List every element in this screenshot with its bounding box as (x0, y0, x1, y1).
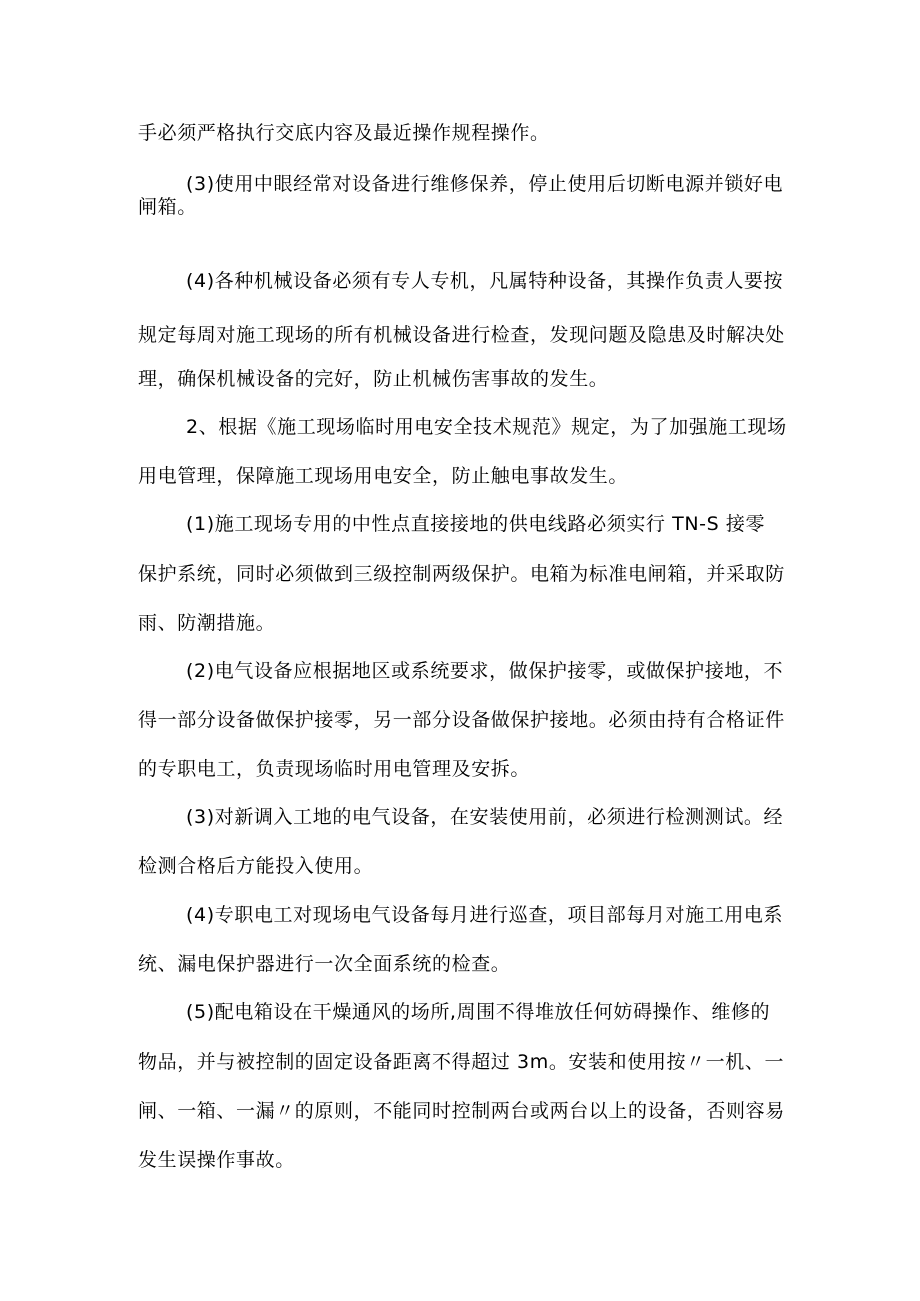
text-line: (1)施工现场专用的中性点直接接地的供电线路必须实行 TN-S 接零 (186, 513, 766, 535)
text-line: (3)使用中眼经常对设备进行维修保养，停止使用后切断电源并锁好电 (186, 173, 784, 195)
text-line: 手必须严格执行交底内容及最近操作规程操作。 (138, 122, 550, 144)
text-line: 检测合格后方能投入使用。 (138, 855, 374, 877)
text-line: 闸箱。 (138, 196, 197, 218)
text-line: (4)专职电工对现场电气设备每月进行巡查，项目部每月对施工用电系 (186, 904, 784, 926)
text-line: (4)各种机械设备必须有专人专机，凡属特种设备，其操作负责人要按 (186, 270, 784, 292)
text-line: 用电管理，保障施工现场用电安全，防止触电事故发生。 (138, 465, 629, 487)
text-line: 物品，并与被控制的固定设备距离不得超过 3m。安装和使用按〃一机、一 (138, 1051, 785, 1073)
text-line: (2)电气设备应根据地区或系统要求，做保护接零，或做保护接地，不 (186, 660, 784, 682)
text-line: 规定每周对施工现场的所有机械设备进行检查，发现问题及隐患及时解决处 (138, 324, 785, 346)
text-line: (5)配电箱设在干燥通风的场所,周围不得堆放任何妨碍操作、维修的 (186, 1001, 771, 1023)
text-line: 统、漏电保护器进行一次全面系统的检查。 (138, 953, 511, 975)
text-line: 理，确保机械设备的完好，防止机械伤害事故的发生。 (138, 368, 609, 390)
text-line: 发生误操作事故。 (138, 1149, 295, 1171)
text-line: (3)对新调入工地的电气设备，在安装使用前，必须进行检测测试。经 (186, 806, 784, 828)
text-line: 得一部分设备做保护接零，另一部分设备做保护接地。必须由持有合格证件 (138, 709, 785, 731)
text-line: 闸、一箱、一漏〃的原则，不能同时控制两台或两台以上的设备，否则容易 (138, 1100, 785, 1122)
text-line: 雨、防潮措施。 (138, 612, 276, 634)
text-line: 保护系统，同时必须做到三级控制两级保护。电箱为标准电闸箱，并采取防 (138, 563, 785, 585)
text-line: 2、根据《施工现场临时用电安全技术规范》规定，为了加强施工现场 (186, 416, 787, 438)
text-line: 的专职电工，负责现场临时用电管理及安拆。 (138, 758, 531, 780)
